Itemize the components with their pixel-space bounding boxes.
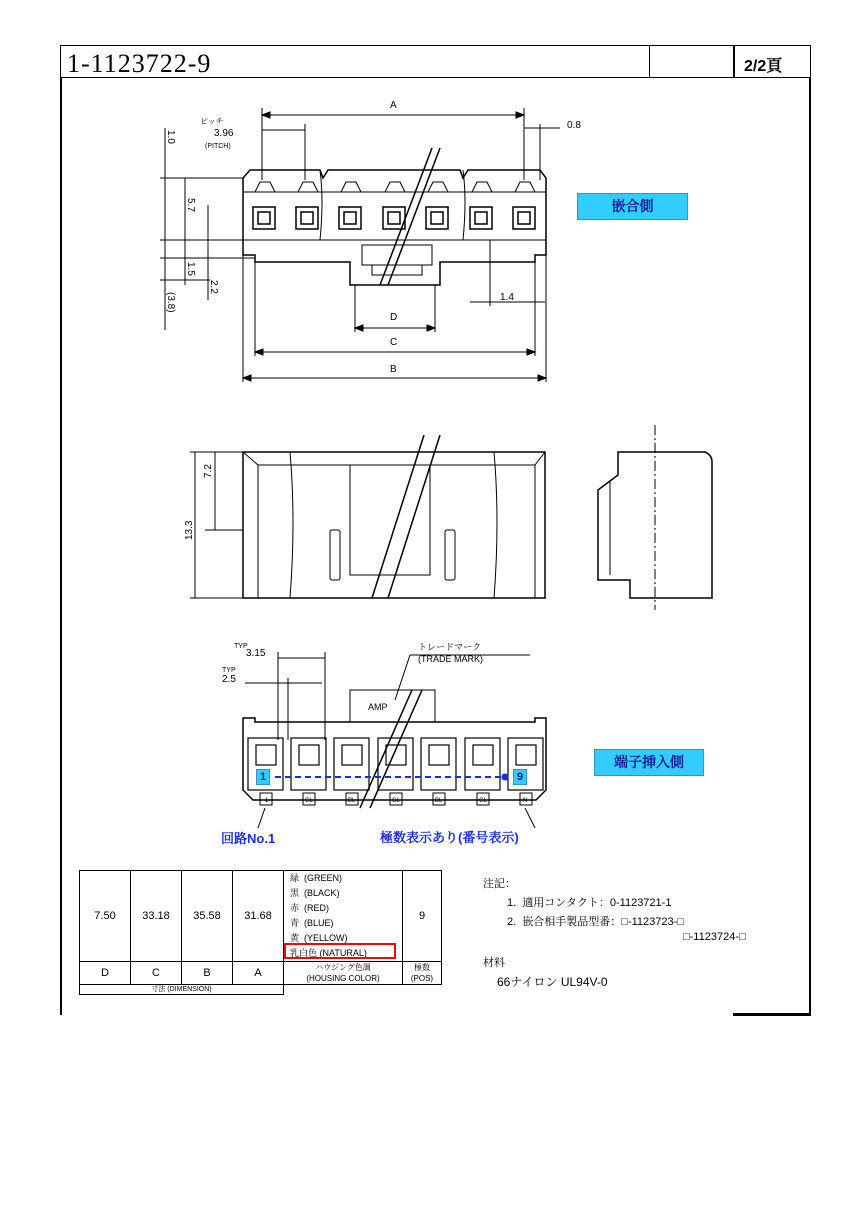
dim-d-text: D	[390, 312, 398, 323]
table-header: B	[182, 962, 233, 985]
dim-3-15-text: 3.15	[246, 648, 266, 659]
mating-side-label: 嵌合側	[611, 198, 654, 214]
amp-mark-text: AMP	[368, 702, 388, 712]
dim-5-7-text: 5.7	[185, 198, 196, 212]
pin-letter: GL	[479, 798, 488, 804]
table-cell: 35.58	[182, 871, 233, 962]
table-cell: 31.68	[233, 871, 284, 962]
mating-side-badge	[577, 193, 688, 220]
dim-2-5-text: 2.5	[222, 674, 236, 685]
material-title: 材料	[483, 957, 505, 969]
housing-color-header: ハウジング色調 (HOUSING COLOR)	[284, 962, 403, 985]
pin-1-marker	[256, 769, 270, 785]
dim-1-4-text: 1.4	[500, 292, 514, 303]
trade-mark-en-text: (TRADE MARK)	[418, 654, 483, 664]
note-2b: □-1123724-□	[683, 931, 746, 943]
page-number: 2/2頁	[744, 58, 783, 75]
pin-letter: GL	[392, 798, 401, 804]
table-header: A	[233, 962, 284, 985]
table-spacer	[284, 985, 442, 995]
dim-a-text: A	[390, 100, 397, 111]
insertion-side-badge	[594, 749, 704, 776]
natural-color-highlight	[284, 943, 396, 959]
color-row: 黄 (YELLOW)	[290, 933, 348, 943]
pin-9-marker	[513, 769, 527, 785]
note-2: 2. 嵌合相手製品型番：□-1123723-□	[507, 916, 684, 928]
circuit-no-label: 回路No.1	[221, 831, 276, 846]
color-row: 青 (BLUE)	[290, 918, 334, 928]
positions-cell: 9	[403, 871, 442, 962]
pin-9-text: 9	[516, 771, 524, 783]
trade-mark-jp-text: トレードマーク	[418, 642, 482, 652]
pos-header: 極数 (POS)	[403, 962, 442, 985]
pitch-jp-text: ピッチ	[200, 117, 224, 126]
color-row: 緑 (GREEN)	[290, 873, 343, 883]
pin-letter: GL	[305, 798, 314, 804]
pin-letter: 1	[265, 798, 269, 804]
typ-text-1: TYP	[234, 643, 248, 650]
table-cell: 33.18	[131, 871, 182, 962]
dim-3-8-text: (3.8)	[165, 292, 176, 313]
color-row: 赤 (RED)	[290, 903, 330, 913]
material-text: 66ナイロン UL94V-0	[497, 975, 608, 989]
table-header: C	[131, 962, 182, 985]
dim-2-2-text: 2.2	[208, 280, 219, 294]
front-view	[190, 435, 545, 598]
note-1: 1. 適用コンタクト：0-1123721-1	[507, 897, 672, 909]
dim-1-5-text: 1.5	[185, 262, 196, 276]
color-row: 乳白色 (NATURAL)	[290, 948, 367, 958]
table-header: D	[80, 962, 131, 985]
polarity-note-label: 極数表示あり(番号表示)	[380, 830, 519, 845]
insertion-side-label: 端子挿入側	[614, 754, 684, 770]
typ-text-2: TYP	[222, 667, 236, 674]
dimension-label: 寸法 (DIMENSION)	[80, 985, 284, 995]
part-number: 1-1123722-9	[67, 49, 212, 78]
dimension-table	[79, 870, 442, 995]
side-view	[598, 425, 712, 610]
pin-letter: BL	[435, 798, 443, 804]
notes-title: 注記：	[483, 878, 516, 890]
pitch-label-text: (PITCH)	[205, 143, 231, 150]
dim-1-0-text: 1.0	[165, 130, 176, 144]
pitch-value-text: 3.96	[214, 128, 234, 139]
pin-letter: N	[523, 798, 528, 804]
dim-0-8-text: 0.8	[567, 120, 581, 131]
notes-block	[483, 875, 746, 992]
table-cell: 7.50	[80, 871, 131, 962]
color-row: 黒 (BLACK)	[290, 888, 340, 898]
pin-letter: BL	[348, 798, 356, 804]
dim-c-text: C	[390, 337, 398, 348]
dim-b-text: B	[390, 364, 397, 375]
dim-7-2-text: 7.2	[203, 464, 214, 478]
pin-1-text: 1	[259, 771, 267, 783]
dim-13-3-text: 13.3	[184, 520, 195, 540]
